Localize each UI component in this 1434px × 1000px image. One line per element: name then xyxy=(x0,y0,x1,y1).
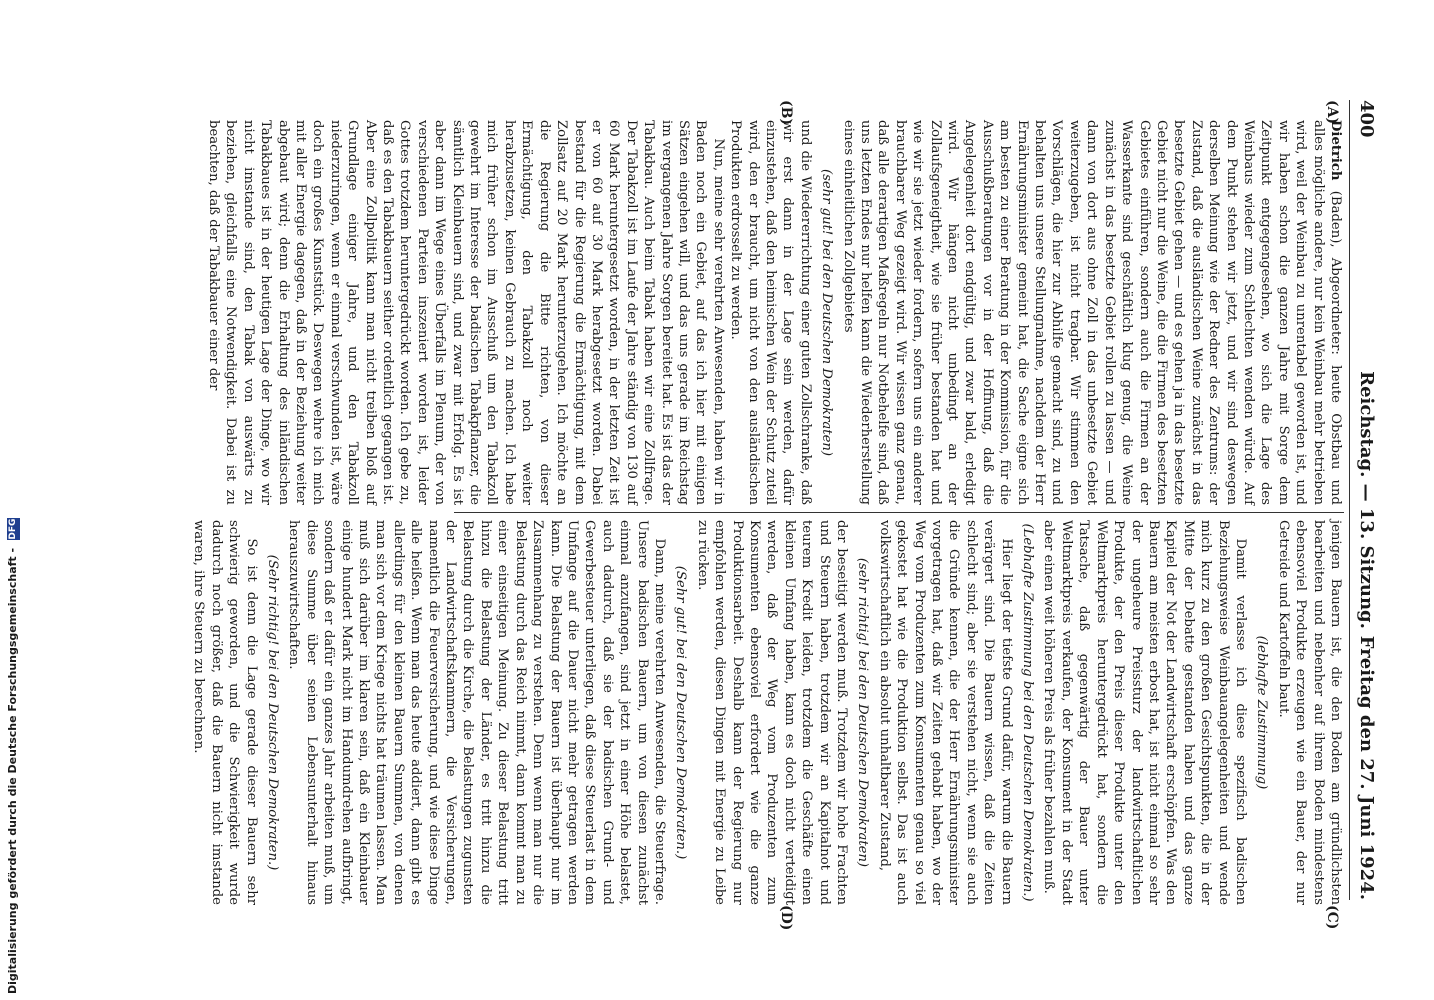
speech-paragraph: und die Wiedererrichtung einer guten Zollschranke, daß wir erst dann in der Lage sein werden, dafür einzustehen, daß den heimischen Wein der Schutz zuteil wird, den er braucht, um nicht von den ausländischen Produkten erdrosselt zu werden. xyxy=(728,120,813,505)
header-date: Freitag den 27. Juni 1924. xyxy=(1356,635,1377,900)
remark: (sehr gut! bei den Deutschen Demokraten) xyxy=(819,168,835,457)
column-divider xyxy=(454,512,1344,513)
remark: (Sehr richtig! bei den Deutschen Demokraten.) xyxy=(265,554,281,871)
text-column-right xyxy=(191,520,1344,905)
speech-paragraph: Damit verlasse ich diese spezifisch badischen Beziehungsweise Weinbauangelegenheiten und wende mich kurz zu den großen Gesichtspunkten, die in der Mitte der Debatte gestanden haben und das ganze Kapitel der Not der Landwirtschaft erschöpfen. Was den Bauern am meisten erbost hat, ist nicht einmal so sehr der ungeheure Preissturz der landwirtschaftlichen Produkte, der den Preis dieser Produkte unter den Weltmarktpreis heruntergedrückt hat, sondern die Tatsache, daß gegenwärtig der Bauer unter Weltmarktpreis verkaufen, der Konsument in der Stadt aber einen weit höheren Preis als früher bezahlen muß. xyxy=(1041,520,1248,905)
margin-marker-c: (C) xyxy=(1324,905,1340,930)
speaker-suffix: (Baden), Abgeordneter: xyxy=(1328,190,1343,355)
speech-paragraph: Dann, meine verehrten Anwesenden, die Steuerfrage. Unsere badischen Bauern, um von diesen zunächst einmal anzufangen, sind jetzt in einer Höhe belastet, auch dadurch, daß sie der badischen Grund- und Gewerbesteuer unterliegen, daß diese Steuerlast in dem Umfange auf die Dauer nicht mehr getragen werden kann. Die Belastung der Bauern ist überhaupt nur im Zusammenhang zu verstehen. Denn wenn man nur die Belastung durch das Reich nimmt, dann kommt man zu einer einseitigen Meinung. Zu dieser Belastung tritt hinzu die Belastung der Länder, es tritt hinzu die Belastung durch die Kirche, die Belastungen zugunsten der Landwirtschaftskammern, die Versicherungen, namentlich die Feuerversicherung, und wie diese Dinge alle heißen. Wenn man das heute addiert, dann gibt es allerdings für den kleinen Bauern Summen, von denen man sich vor dem Kriege nichts hat träumen lassen. Man muß sich darüber im klaren sein, daß ein Kleinbauer einige hundert Mark nicht im Handumdrehen aufbringt, sondern daß er dafür ein ganzes Jahr arbeiten muß, um diese Summe über seinen Lebensunterhalt hinaus herauszuwirtschaften. xyxy=(286,520,667,905)
header-title: Reichstag. — 13. Sitzung. xyxy=(1356,371,1377,629)
speech-paragraph: Hier liegt der tiefste Grund dafür, warum die Bauern verärgert sind. Die Bauern wissen, daß die Zeiten schlecht sind; aber sie verstehen nicht, wenn sie auch die Gründe kennen, die der Herr Ernährungsminister vorgetragen hat, daß wir Zeiten gehabt haben, wo der Weg vom Produzenten zum Konsumenten genau so viel gekostet hat wie die Produktion selbst. Das ist auch volkswirtschaftlich ein absolut unhaltbarer Zustand, xyxy=(876,520,1014,905)
remark: (Sehr gut! bei den Deutschen Demokraten.) xyxy=(673,565,689,860)
margin-marker-d: (D) xyxy=(778,905,794,931)
speaker-name: Dietrich xyxy=(1328,120,1343,181)
remark: (Lebhafte Zustimmung bei den Deutschen Demokraten.) xyxy=(1020,523,1036,902)
paragraph-text: heute Obstbau und alles mögliche andere, nur kein Weinbau mehr betrieben wird, weil der Weinbau zu unrentabel geworden ist, und wir haben schon die ganzen Jahre mit Sorge dem Zeitpunkt entgegengesehen, wo sich die Lage des Weinbaus wieder zum Schlechten wenden würde. Auf dem Punkt stehen wir jetzt, und wir sind deswegen derselben Meinung wie der Redner des Zentrums: der Zustand, daß die ausländischen Weine zunächst in das besetzte Gebiet gehen — und es gehen ja in das besetzte Gebiet nicht nur die Weine, die die Firmen des besetzten Gebietes einführen, sondern auch die Firmen an der Wasserkante sind geschäftlich klug genug, die Weine zunächst in das besetzte Gebiet rollen zu lassen — und dann von dort aus ohne Zoll in das unbesetzte Gebiet weiterzugeben, ist nicht tragbar. Wir stimmen den Vorschlägen, die hier zur Abhilfe gemacht sind, zu und behalten uns unsere Stellungnahme, nachdem der Herr Ernährungsminister gemeint hat, die Sache eigne sich am besten zu einer Beratung in der Kommission, für die Ausschußberatungen vor in der Hoffnung, daß die Angelegenheit dort endgültig, und zwar bald, erledigt wird. Wir hängen nicht unbedingt an der Zollaufsgeneigtheit, wie sie früher bestanden hat und wie wir sie jetzt wieder fordern, sofern uns ein anderer brauchbarer Weg gezeigt wird. Wir wissen ganz genau, daß alle derartigen Maßregeln nur Notbehelfe sind, daß uns letzten Endes nur helfen kann die Wiederherstellung eines einheitlichen Zollgebietes xyxy=(840,120,1343,505)
speech-paragraph xyxy=(839,120,1344,505)
margin-marker-b: (B) xyxy=(778,100,794,126)
remark: (lebhafte Zustimmung) xyxy=(1254,635,1270,790)
speech-paragraph: Nun, meine sehr verehrten Anwesenden, haben wir in Baden noch ein Gebiet, auf das ich hier mit einigen Sätzen eingehen will, und das uns gerade im Reichstag im vergangenen Jahre Sorgen bereitet hat. Es ist das der Tabakbau. Auch beim Tabak haben wir eine Zollfrage. Der Tabakzoll ist im Laufe der Jahre ständig von 130 auf 60 Mark heruntergesetzt worden, in der letzten Zeit ist er von 60 auf 30 Mark herabgesetzt worden. Dabei bestand für die Regierung die Ermächtigung, mit dem Zollsatz auf 20 Mark herunterzugehen. Ich möchte an die Regierung die Bitte richten, von dieser Ermächtigung, den Tabakzoll noch weiter herabzusetzen, keinen Gebrauch zu machen. Ich habe mich früher schon im Ausschuß um den Tabakzoll gewehrt im Interesse der badischen Tabakpflanzer, die sämtlich Kleinbauern sind, und zwar mit Erfolg. Es ist aber dann im Wege eines Überfalls im Plenum, der von verschiedenen Parteien inszeniert worden ist, leider Gottes trotzdem heruntergedrückt worden. Ich gebe zu, daß es den Tabakbauern seither ordentlich gegangen ist. Aber eine Zollpolitik kann man nicht treiben bloß auf Grundlage einiger Jahre, und den Tabakzoll niederzuringen, wenn er einmal verschwunden ist, wäre doch ein großes Kunststück. Deswegen wehre ich mich mit aller Energie dagegen, daß in der Beziehung weiter abgebaut wird; denn die Erhaltung des inländischen Tabakbaues ist in der heutigen Lage der Dinge, wo wir nicht imstande sind, den Tabak von auswärts zu beziehen, gleichfalls eine Notwendigkeit. Dabei ist zu beachten, daß der Tabakbauer einer der xyxy=(206,120,726,505)
page-number: 400 xyxy=(1356,100,1377,138)
speech-paragraph: der beseitigt werden muß. Trotzdem wir hohe Frachten und Steuern haben, trotzdem wir an Kapitalnot und teurem Kredit leiden, trotzdem die Geschäfte einen kleinen Umfang haben, kann es doch nicht verteidigt werden, daß der Weg vom Produzenten zum Konsumenten ebensoviel erfordert wie die ganze Produktionsarbeit. Deshalb kann der Regierung nur empfohlen werden, diesen Dingen mit Energie zu Leibe zu rücken. xyxy=(694,520,850,905)
text-column-left xyxy=(206,120,1344,505)
margin-marker-a: (A) xyxy=(1324,100,1340,125)
digitization-footer xyxy=(6,4,20,994)
header-rule xyxy=(1349,100,1350,900)
footer-text: Digitalisierung gefördert durch die Deutsche Forschungsgemeinschaft - xyxy=(6,547,19,994)
speech-paragraph: So ist denn die Lage gerade dieser Bauern sehr schwierig geworden, und die Schwierigkeit wurde dadurch noch größer, daß die Bauern nicht imstande waren, ihre Steuern zu berechnen. xyxy=(191,520,259,905)
speech-paragraph: jenigen Bauern ist, die den Boden am gründlichsten bearbeiten und nebenher auf ihrem Boden mindestens ebensoviel Produkte erzeugen wie ein Bauer, der nur Getreide und Kartoffeln baut. xyxy=(1275,520,1343,905)
dfg-logo: DFG xyxy=(7,518,18,540)
remark: (sehr richtig! bei den Deutschen Demokraten) xyxy=(855,557,871,868)
